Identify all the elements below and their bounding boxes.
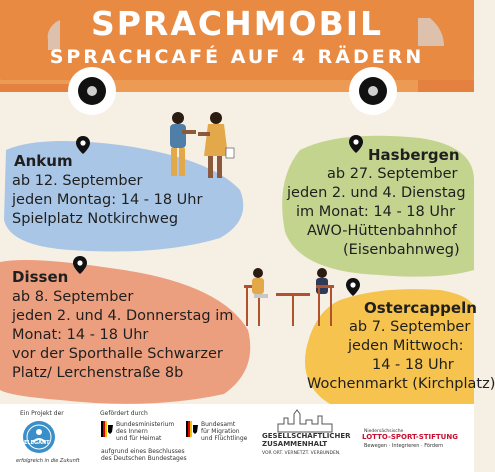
location-detail-line: Wochenmarkt (Kirchplatz) [307, 376, 495, 392]
gz-tagline: VOR ORT. VERNETZT. VERBUNDEN. [262, 451, 341, 456]
lotto-small-label: Niedersächsische [364, 429, 404, 434]
ministry1-name [116, 421, 174, 442]
ministry1-note-line: aufgrund eines Beschlusses [101, 448, 185, 455]
location-detail-line: ab 7. September [349, 319, 471, 335]
location-name-ostercappeln: Ostercappeln [364, 299, 477, 317]
ministry1-note-line: des Deutschen Bundestages [101, 455, 187, 462]
location-name-ankum: Ankum [14, 152, 73, 170]
ministry1-line: Bundesministerium [116, 421, 175, 428]
location-detail-line: (Eisenbahnweg) [343, 242, 460, 258]
gz-title-line: GESELLSCHAFTLICHER [262, 432, 351, 440]
location-detail-line: AWO-Hüttenbahnhof [307, 223, 457, 239]
location-detail-line: ab 8. September [12, 289, 134, 305]
funded-label: Gefördert durch [100, 410, 148, 417]
federal-eagle-icon [101, 421, 113, 437]
location-detail-line: Monat: 14 - 18 Uhr [12, 327, 149, 343]
footer-sponsors [0, 404, 474, 472]
location-detail-line: Spielplatz Notkirchweg [12, 211, 179, 227]
location-pin-icon [346, 278, 360, 296]
location-pin-icon [349, 135, 363, 153]
project-label: Ein Projekt der [20, 410, 64, 417]
location-name-dissen: Dissen [12, 268, 69, 286]
lotto-title: LOTTO-SPORT-STIFTUNG [362, 433, 458, 441]
location-detail-line: jeden Montag: 14 - 18 Uhr [12, 192, 203, 208]
page-title: SPRACHMOBIL [90, 4, 384, 43]
ministry2-name [201, 421, 247, 442]
city-skyline-icon [278, 410, 332, 432]
lotto-tagline: Bewegen · Integrieren · Fördern [364, 443, 444, 449]
location-detail-line: ab 27. September [327, 166, 458, 182]
location-ostercappeln-details [300, 318, 495, 394]
location-detail-line: 14 - 18 Uhr [372, 357, 454, 373]
ministry1-line: und für Heimat [116, 435, 162, 442]
location-pin-icon [73, 256, 87, 274]
ministry1-line: des Innern [116, 428, 148, 435]
location-name-hasbergen: Hasbergen [368, 146, 460, 164]
location-detail-line: ab 12. September [12, 173, 143, 189]
ministry1-note [101, 448, 187, 462]
location-detail-line: jeden Mittwoch: [348, 338, 464, 354]
elegant-logo [22, 420, 56, 454]
location-detail-line: jeden 2. und 4. Dienstag [287, 185, 466, 201]
ministry2-line: Bundesamt [201, 421, 236, 428]
location-pin-icon [76, 136, 90, 154]
ministry2-line: und Flüchtlinge [201, 435, 248, 442]
location-hasbergen-details [287, 165, 467, 260]
federal-eagle-icon [186, 421, 198, 437]
location-detail-line: vor der Sporthalle Schwarzer [12, 346, 223, 362]
location-detail-line: jeden 2. und 4. Donnerstag im [12, 308, 234, 324]
location-detail-line: im Monat: 14 - 18 Uhr [296, 204, 456, 220]
gz-title-line: ZUSAMMENHALT [262, 440, 328, 448]
project-tagline: erfolgreich in die Zukunft [16, 458, 80, 464]
elegant-logo-text: ELEGANT [24, 440, 50, 446]
page-subtitle: SPRACHCAFÉ AUF 4 RÄDERN [49, 46, 425, 68]
ministry2-line: für Migration [201, 428, 240, 435]
location-dissen-details [12, 288, 233, 383]
location-ankum-details [12, 172, 202, 229]
gz-title [262, 432, 351, 448]
location-detail-line: Platz/ Lerchenstraße 8b [12, 365, 184, 381]
